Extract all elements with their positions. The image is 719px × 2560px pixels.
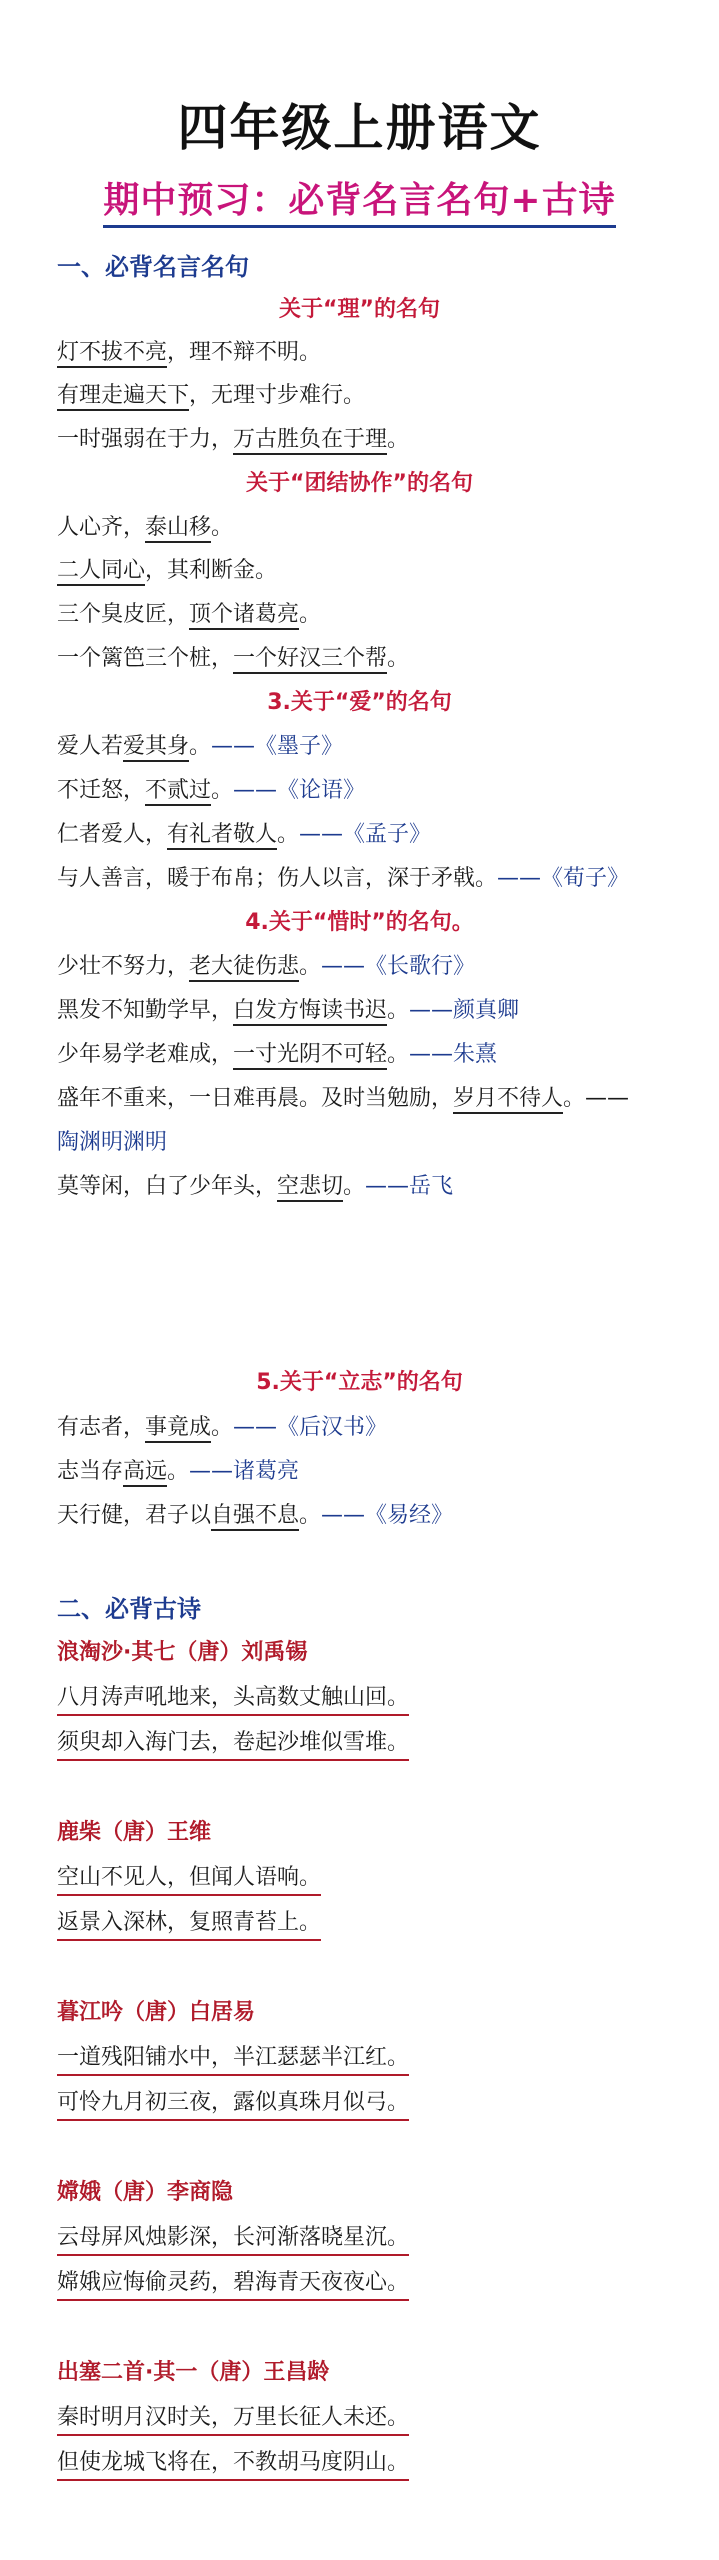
quote-text: 一时强弱在于力， [57,427,234,452]
quote-line [57,1081,629,1112]
poem-line: 可怜九月初三夜，露似真珠月似弓。 [57,2085,409,2121]
quote-line [57,817,431,848]
quote-line [57,949,475,980]
quote-source: ——岳飞 [365,1174,454,1199]
subhead-tuanjie: 关于“团结协作”的名句 [246,471,473,496]
poem-title: 出塞二首·其一（唐）王昌龄 [57,2360,330,2385]
quote-line [57,378,365,409]
quote-text: 。 [387,998,410,1023]
quote-text: 。 [299,1503,322,1528]
quote-underlined: 有礼者敬人 [167,822,277,850]
quote-line [57,422,409,453]
quote-underlined: 灯不拔不亮 [57,340,167,368]
quote-text: 。 [299,954,322,979]
quote-underlined: 万古胜负在于理 [233,427,387,455]
quote-line [57,335,321,366]
poem-line: 一道残阳铺水中，半江瑟瑟半江红。 [57,2040,409,2076]
quote-text: 。 [167,1459,190,1484]
quote-text: 与人善言，暖于布帛；伤人以言，深于矛戟。 [57,866,498,891]
quote-underlined: 自强不息 [211,1503,299,1531]
quote-text: ，理不辩不明。 [167,340,322,365]
poem-title: 鹿柴（唐）王维 [57,1820,212,1845]
quote-text: ，其利断金。 [145,558,278,583]
quote-underlined: 顶个诸葛亮 [189,602,299,630]
poem-line: 但使龙城飞将在，不教胡马度阴山。 [57,2445,409,2481]
quote-text: 。 [211,515,234,540]
quote-underlined: 老大徒伤悲 [189,954,299,982]
subhead-ai: 3.关于“爱”的名句 [267,690,452,715]
quote-text: 。 [277,822,300,847]
page-title: 四年级上册语文 [177,99,542,157]
quote-underlined: 岁月不待人 [453,1086,563,1114]
quote-source: ——《墨子》 [211,734,344,759]
quote-text: 。 [387,646,410,671]
quote-line [57,729,343,760]
quote-source: 陶渊明渊明 [57,1130,168,1155]
quote-line [57,553,277,584]
poem-line: 返景入深林，复照青苔上。 [57,1905,321,1941]
quote-text: 。 [211,1415,234,1440]
quote-underlined: 白发方悔读书迟 [233,998,387,1026]
quote-text: 。 [387,1042,410,1067]
page-subtitle: 期中预习：必背名言名句+古诗 [103,172,615,228]
quote-text: 。 [299,602,322,627]
poem-line: 八月涛声吼地来，头高数丈触山回。 [57,1680,409,1716]
quote-text: 。 [189,734,212,759]
quote-line [57,993,519,1024]
quote-underlined: 爱其身 [123,734,189,762]
quote-line [57,1498,453,1529]
quote-text: 少年易学老难成， [57,1042,234,1067]
quote-text: 少壮不努力， [57,954,190,979]
quote-text: 天行健，君子以 [57,1503,212,1528]
quote-text: 有志者， [57,1415,146,1440]
quote-source-wrap [57,1125,167,1156]
quote-text: 。 [343,1174,366,1199]
quote-underlined: 空悲切 [277,1174,343,1202]
quote-underlined: 事竟成 [145,1415,211,1443]
quote-line [57,1410,387,1441]
quote-text: 仁者爱人， [57,822,168,847]
quote-line [57,597,321,628]
section-heading-quotes: 一、必背名言名句 [57,253,249,281]
poem-line: 空山不见人，但闻人语响。 [57,1860,321,1896]
quote-underlined: 不贰过 [145,778,211,806]
quote-text: 爱人若 [57,734,124,759]
quote-line [57,861,629,892]
quote-underlined: 二人同心 [57,558,145,586]
quote-source: ——《论语》 [233,778,366,803]
quote-source: ——《荀子》 [497,866,630,891]
quote-source: ——《孟子》 [299,822,432,847]
quote-text: 盛年不重来，一日难再晨。及时当勉励， [57,1086,454,1111]
quote-text: 。 [387,427,410,452]
subhead-li: 关于“理”的名句 [279,297,440,322]
quote-underlined: 一个好汉三个帮 [233,646,387,674]
quote-line [57,1169,453,1200]
poem-title: 浪淘沙·其七（唐）刘禹锡 [57,1640,308,1665]
quote-source: ——诸葛亮 [189,1459,300,1484]
quote-underlined: 有理走遍天下 [57,383,189,411]
poem-title: 嫦娥（唐）李商隐 [57,2180,234,2205]
poem-line: 嫦娥应悔偷灵药，碧海青天夜夜心。 [57,2265,409,2301]
quote-underlined: 高远 [123,1459,167,1487]
subhead-xishi: 4.关于“惜时”的名句。 [245,910,474,935]
quote-source: ——《易经》 [321,1503,454,1528]
subtitle-wrapper [0,172,719,228]
quote-line [57,1037,497,1068]
quote-underlined: 泰山移 [145,515,211,543]
quote-source: ——《长歌行》 [321,954,476,979]
quote-text: 三个臭皮匠， [57,602,190,627]
poem-title: 暮江吟（唐）白居易 [57,2000,256,2025]
quote-source: ——朱熹 [409,1042,498,1067]
quote-source: ——颜真卿 [409,998,520,1023]
quote-line [57,510,233,541]
section-heading-poems: 二、必背古诗 [57,1595,201,1623]
quote-text: 。—— [563,1086,630,1111]
quote-line [57,641,409,672]
quote-underlined: 一寸光阴不可轻 [233,1042,387,1070]
quote-text: 。 [211,778,234,803]
quote-text: 人心齐， [57,515,146,540]
poem-line: 须臾却入海门去，卷起沙堆似雪堆。 [57,1725,409,1761]
quote-line [57,1454,299,1485]
quote-source: ——《后汉书》 [233,1415,388,1440]
quote-text: 不迁怒， [57,778,146,803]
quote-text: 志当存 [57,1459,124,1484]
quote-text: 黑发不知勤学早， [57,998,234,1023]
subhead-lizhi: 5.关于“立志”的名句 [256,1370,463,1395]
quote-text: 一个篱笆三个桩， [57,646,234,671]
quote-text: 莫等闲，白了少年头， [57,1174,278,1199]
quote-text: ，无理寸步难行。 [189,383,366,408]
poem-line: 云母屏风烛影深，长河渐落晓星沉。 [57,2220,409,2256]
poem-line: 秦时明月汉时关，万里长征人未还。 [57,2400,409,2436]
quote-line [57,773,365,804]
